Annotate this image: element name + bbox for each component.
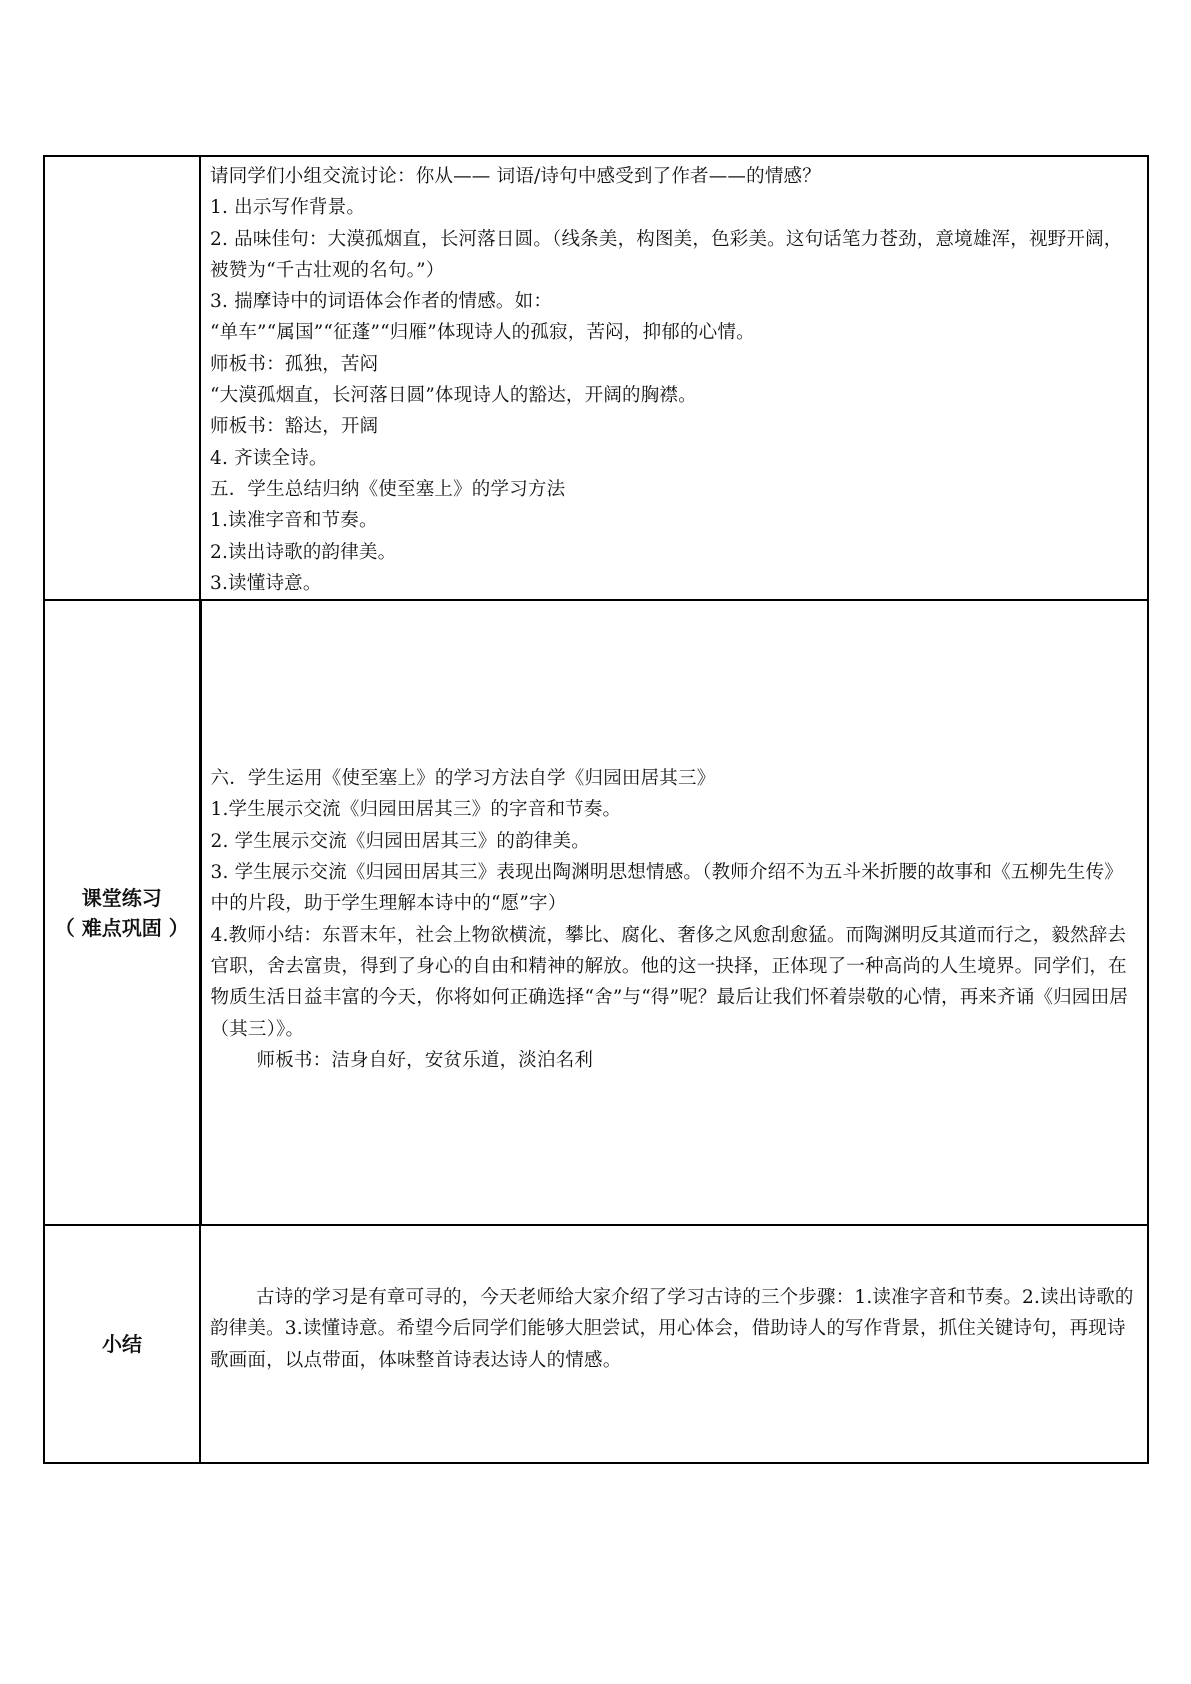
- text-line: 1. 出示写作背景。: [210, 197, 366, 219]
- text-line: 2. 学生展示交流《归园田居其三》的韵律美。: [210, 830, 590, 852]
- row-content-activities: [200, 156, 1148, 600]
- row-label-practice: [44, 600, 200, 1225]
- text-line: 4.教师小结：东晋末年，社会上物欲横流，攀比、腐化、奢侈之风愈刮愈猛。而陶渊明反其道而行之，毅然辞去官职，舍去富贵，得到了身心的自由和精神的解放。他的这一抉择，正体现了一种高尚的人生境界。同学们，在物质生活日益丰富的今天，你将如何正确选择“舍”与“得”呢？最后让我们怀着崇敬的心情，再来齐诵《归园田居（其三）》。: [210, 924, 1129, 1040]
- label-line: 课堂练习: [81, 885, 162, 910]
- text-line: 1.学生展示交流《归园田居其三》的字音和节奏。: [210, 799, 622, 821]
- row-label-empty: [44, 156, 200, 600]
- text-line: 师板书：孤独，苦闷: [210, 353, 379, 375]
- table-row-summary: [44, 1225, 1148, 1463]
- text-line: 4. 齐读全诗。: [210, 447, 328, 469]
- text-line: “大漠孤烟直，长河落日圆”体现诗人的豁达，开阔的胸襟。: [210, 385, 697, 407]
- text-paragraph: 古诗的学习是有章可寻的，今天老师给大家介绍了学习古诗的三个步骤：1.读准字音和节奏。2.读出诗歌的韵律美。3.读懂诗意。希望今后同学们能够大胆尝试，用心体会，借助诗人的写作背景，抓住关键诗句，再现诗歌画面，以点带面，体味整首诗表达诗人的情感。: [210, 1287, 1134, 1371]
- text-line: 师板书：洁身自好，安贫乐道，淡泊名利: [256, 1049, 594, 1071]
- table-row-activities: [44, 156, 1148, 600]
- text-line: 六．学生运用《使至塞上》的学习方法自学《归园田居其三》: [210, 768, 716, 790]
- row-content-practice: [200, 600, 1148, 1225]
- text-line: 3.读懂诗意。: [210, 572, 322, 594]
- text-line: 3. 揣摩诗中的词语体会作者的情感。如：: [210, 291, 553, 313]
- text-line: 2. 品味佳句：大漠孤烟直，长河落日圆。（线条美，构图美，色彩美。这句话笔力苍劲，意境雄浑，视野开阔，被赞为“千古壮观的名句。”）: [210, 228, 1123, 281]
- label-line: （ 难点巩固 ）: [54, 915, 189, 940]
- text-line: “单车”“属国”“征蓬”“归雁”体现诗人的孤寂，苦闷，抑郁的心情。: [210, 322, 755, 344]
- text-line: 2.读出诗歌的韵律美。: [210, 541, 397, 563]
- text-line: 请同学们小组交流讨论：你从—— 词语/诗句中感受到了作者——的情感？: [210, 166, 821, 187]
- text-line: 师板书：豁达，开阔: [210, 416, 379, 438]
- text-line: 1.读准字音和节奏。: [210, 510, 378, 532]
- row-content-summary: [200, 1225, 1148, 1463]
- label-line: 小结: [102, 1332, 142, 1357]
- lesson-plan-table: [43, 155, 1149, 1464]
- row-label-summary: [44, 1225, 200, 1463]
- text-line: 五．学生总结归纳《使至塞上》的学习方法: [210, 478, 566, 500]
- table-row-practice: [44, 600, 1148, 1225]
- text-line: 3. 学生展示交流《归园田居其三》表现出陶渊明思想情感。（教师介绍不为五斗米折腰的故事和《五柳先生传》中的片段，助于学生理解本诗中的“愿”字）: [210, 862, 1123, 915]
